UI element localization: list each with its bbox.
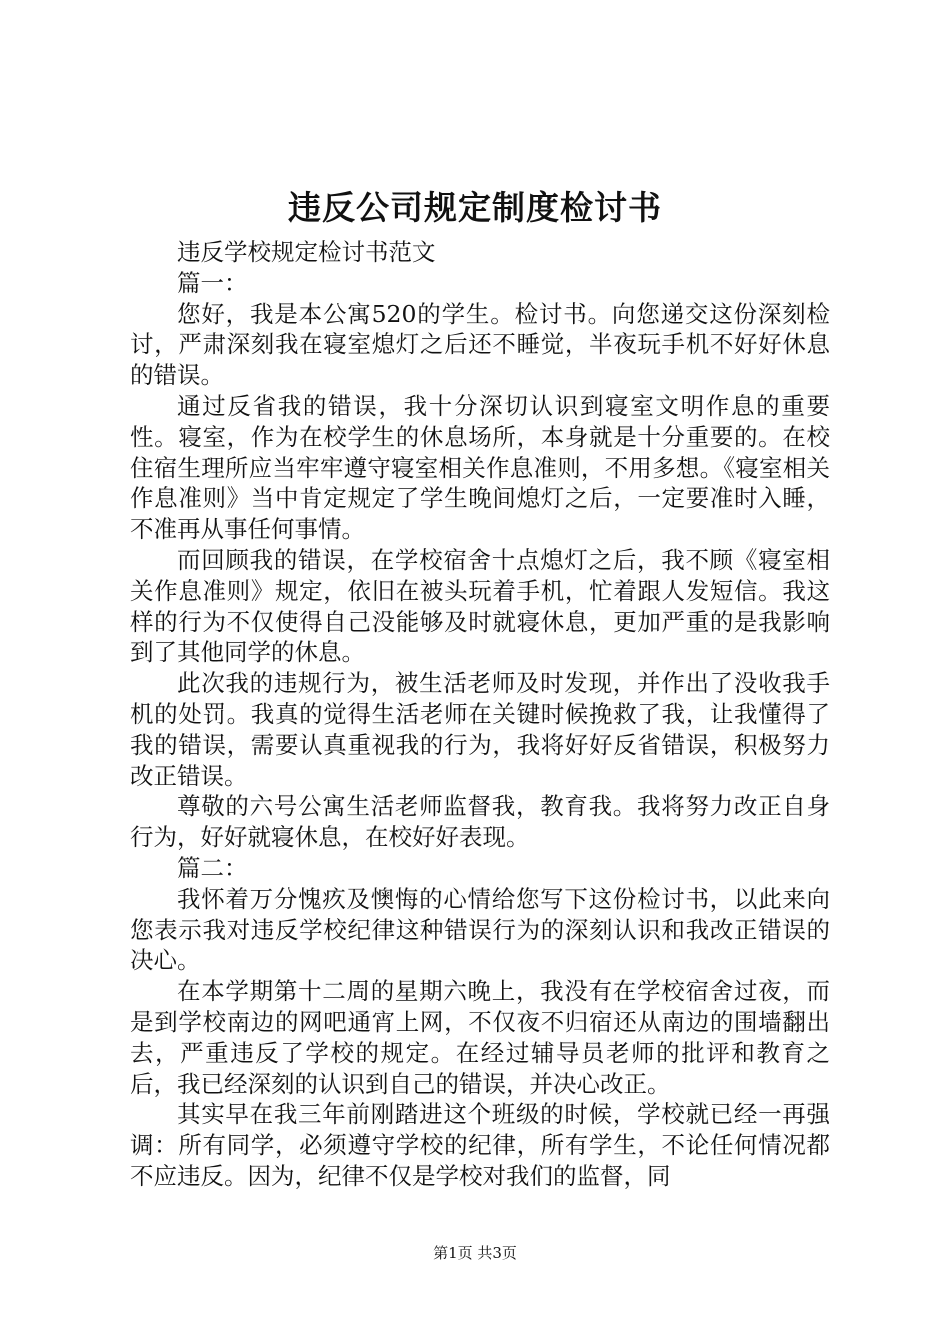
body-paragraph: 其实早在我三年前刚踏进这个班级的时候，学校就已经一再强调：所有同学，必须遵守学校的纪律，所有学生，不论任何情况都不应违反。因为，纪律不仅是学校对我们的监督，同 — [130, 1100, 830, 1190]
section-heading-1: 篇一： — [177, 268, 248, 297]
document-title: 违反公司规定制度检讨书 — [288, 188, 662, 227]
body-paragraph: 我怀着万分愧疚及懊悔的心情给您写下这份检讨书，以此来向您表示我对违反学校纪律这种错误行为的深刻认识和我改正错误的决心。 — [130, 884, 830, 975]
subtitle-paragraph: 违反学校规定检讨书范文 — [177, 238, 436, 266]
body-paragraph: 您好，我是本公寓520的学生。检讨书。向您递交这份深刻检讨，严肃深刻我在寝室熄灯之后还不睡觉，半夜玩手机不好好休息的错误。 — [130, 299, 830, 390]
page-number-footer: 第1页 共3页 — [433, 1244, 517, 1262]
body-paragraph: 此次我的违规行为，被生活老师及时发现，并作出了没收我手机的处罚。我真的觉得生活老师在关键时候挽救了我，让我懂得了我的错误，需要认真重视我的行为，我将好好反省错误，积极努力改正错误。 — [130, 669, 830, 790]
body-paragraph: 通过反省我的错误，我十分深切认识到寝室文明作息的重要性。寝室，作为在校学生的休息场所，本身就是十分重要的。在校住宿生理所应当牢牢遵守寝室相关作息准则，不用多想。《寝室相关作息准则》当中肯定规定了学生晚间熄灯之后，一定要准时入睡，不准再从事任何事情。 — [130, 391, 830, 544]
body-paragraph: 而回顾我的错误，在学校宿舍十点熄灯之后，我不顾《寝室相关作息准则》规定，依旧在被头玩着手机，忙着跟人发短信。我这样的行为不仅使得自己没能够及时就寝休息，更加严重的是我影响到了其他同学的休息。 — [130, 545, 830, 667]
section-heading-2: 篇二： — [177, 853, 248, 882]
document-body — [130, 237, 830, 1192]
body-paragraph: 在本学期第十二周的星期六晚上，我没有在学校宿舍过夜，而是到学校南边的网吧通宵上网，不仅夜不归宿还从南边的围墙翻出去，严重违反了学校的规定。在经过辅导员老师的批评和教育之后，我已经深刻的认识到自己的错误，并决心改正。 — [130, 977, 830, 1098]
body-paragraph: 尊敬的六号公寓生活老师监督我，教育我。我将努力改正自身行为，好好就寝休息，在校好好表现。 — [130, 792, 830, 852]
